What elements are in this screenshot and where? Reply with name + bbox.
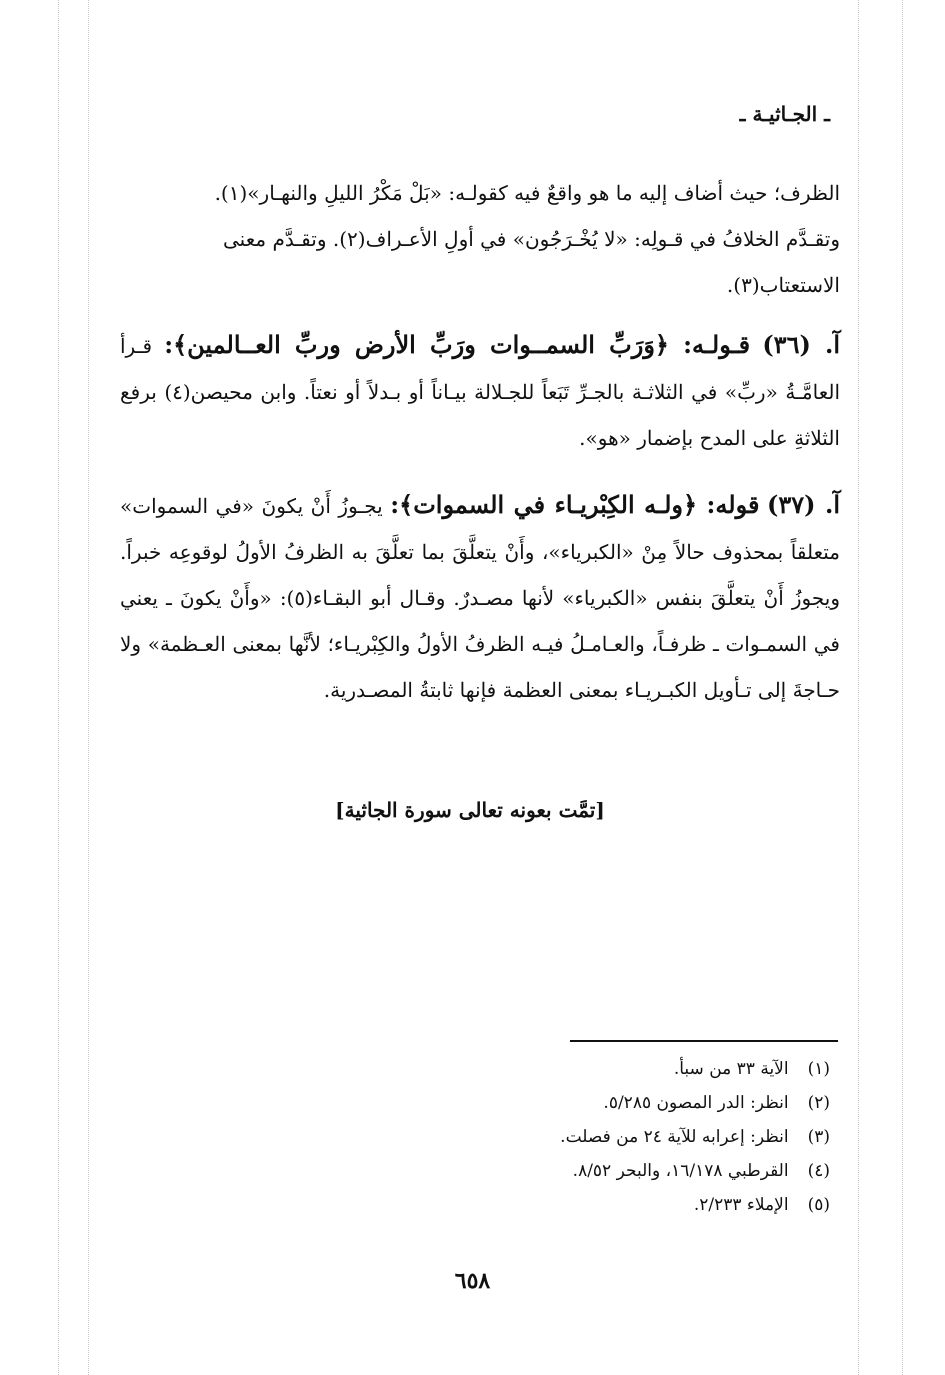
footnote-number: (٣): [807, 1127, 830, 1147]
scan-guide-line: [88, 0, 89, 1375]
footnotes: [300, 1052, 830, 1222]
footnote-item: [300, 1120, 830, 1154]
intro-line: الاستعتاب(٣).: [726, 273, 840, 297]
intro-line: وتقـدَّم الخلافُ في قـولِه: «لا يُخْـرَجُون» في أولِ الأعـراف(٢). وتقـدَّم معنى: [223, 227, 840, 251]
footnote-divider: [570, 1040, 838, 1042]
verse-36-paragraph: [120, 322, 840, 461]
footnote-item: [300, 1052, 830, 1086]
verse-36-commentary: قـرأ العامَّـةُ «ربِّ» في الثلاثـة بالجـرِّ تَبَعاً للجـلالة بيـاناً أو بـدلاً أو نعتاً. وابن محيصن(٤) برفع الثلاثةِ على المدح بإضمار «هو».: [120, 334, 841, 450]
footnote-text: انظر: إعرابه للآية ٢٤ من فصلت.: [560, 1127, 789, 1147]
footnote-text: القرطبي ١٦/١٧٨، والبحر ٨/٥٢.: [572, 1161, 789, 1181]
verse-36-number: آ. (٣٦): [762, 330, 841, 359]
intro-line: الظرف؛ حيث أضاف إليه ما هو واقعٌ فيه كقولـه: «بَلْ مَكْرُ الليلِ والنهـار»(١).: [214, 181, 840, 205]
footnote-number: (٥): [807, 1195, 830, 1215]
footnote-number: (١): [807, 1059, 830, 1079]
running-header: ـ الجـاثيـة ـ: [739, 102, 830, 126]
footnote-text: الإملاء ٢/٢٣٣.: [693, 1195, 789, 1215]
verse-36-heading: قـولـه: ﴿وَرَبِّ السمــوات ورَبِّ الأرض وربِّ العــالمين﴾:: [164, 330, 751, 359]
page-number: ٦٥٨: [454, 1268, 491, 1294]
footnote-item: [300, 1086, 830, 1120]
footnote-item: [300, 1154, 830, 1188]
scan-guide-line: [58, 0, 59, 1375]
footnote-text: انظر: الدر المصون ٥/٢٨٥.: [603, 1093, 789, 1113]
verse-37-commentary: يجـوزُ أَنْ يكونَ «في السموات» متعلقاً بمحذوف حالاً مِنْ «الكبرياء»، وأَنْ يتعلَّقَ بما تعلَّقَ به الظرفُ الأولُ لوقوعِه خبراً. ويجوزُ أَنْ يتعلَّقَ بنفس «الكبرياء» لأنها مصـدرٌ. وقـال أبو البقـاء(٥): «وأَنْ يكونَ ـ يعني في السمـوات ـ ظرفـاً، والعـامـلُ فيـه الظرفُ الأولُ والكِبْريـاء؛ لأنَّها بمعنى العـظمة» ولا حـاجةَ إلى تـأويل الكبـريـاء بمعنى العظمة فإنها ثابتةُ المصـدرية.: [120, 494, 840, 702]
scan-guide-line: [902, 0, 903, 1375]
verse-37-paragraph: [120, 482, 840, 713]
footnote-text: الآية ٣٣ من سبأ.: [673, 1059, 789, 1079]
scan-guide-line: [858, 0, 859, 1375]
footnote-number: (٢): [807, 1093, 830, 1113]
verse-37-number: آ. (٣٧): [767, 490, 841, 519]
verse-37-heading: قوله: ﴿ولـه الكِبْريـاء في السموات﴾:: [390, 490, 760, 519]
footnote-item: [300, 1188, 830, 1222]
intro-paragraph: [120, 170, 840, 308]
surah-closing-note: [تمَّت بعونه تعالى سورة الجاثية]: [335, 798, 605, 822]
footnote-number: (٤): [807, 1161, 830, 1181]
